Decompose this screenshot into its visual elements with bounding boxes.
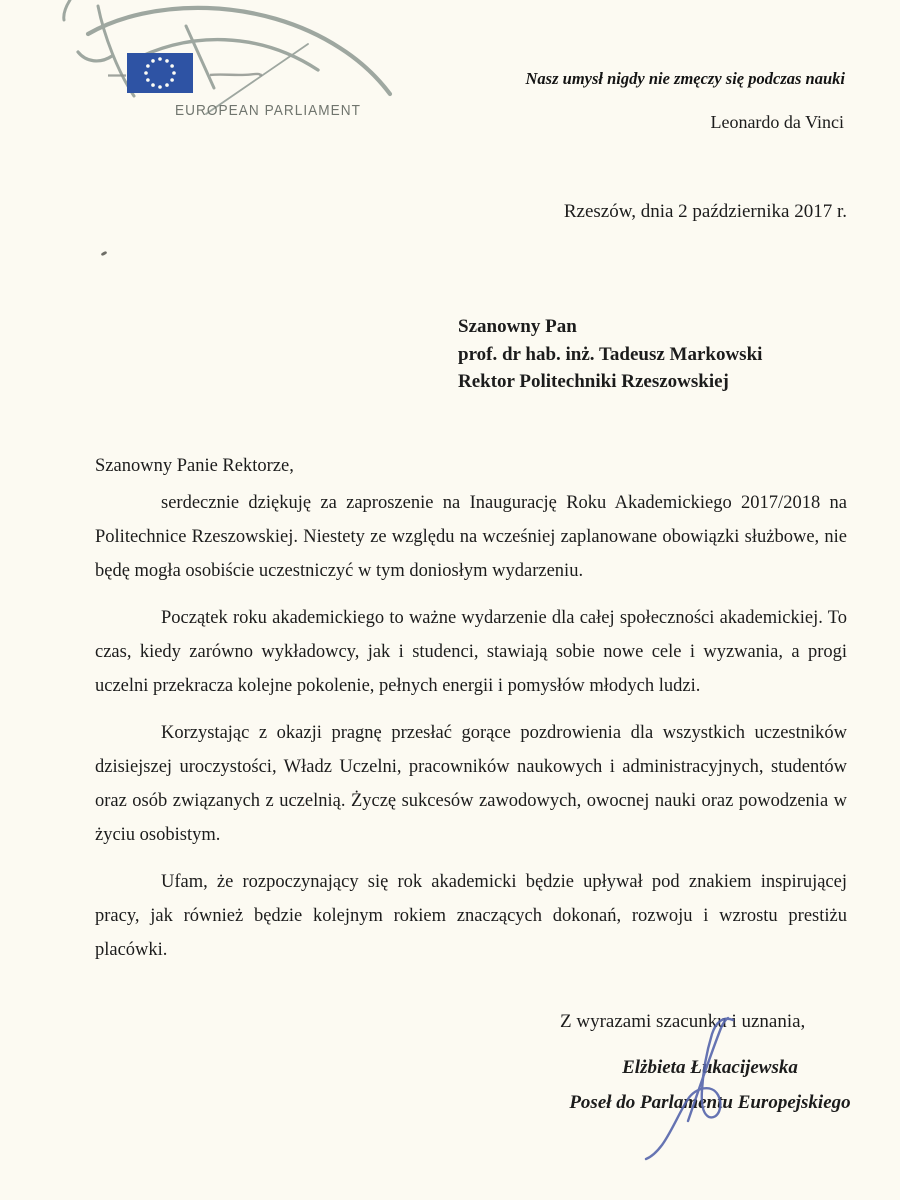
- body-paragraph: serdecznie dziękuję za zaproszenie na Inaugurację Roku Akademickiego 2017/2018 na Politechnice Rzeszowskiej. Niestety ze względu na wcześniej zaplanowane obowiązki służbowe, nie będę mogła osobiście uczestniczyć w tym doniosłym wydarzeniu.: [95, 493, 847, 581]
- recipient-block: [458, 313, 762, 396]
- body-paragraph: Korzystając z okazji pragnę przesłać gorące pozdrowienia dla wszystkich uczestników dzisiejszej uroczystości, Władz Uczelni, pracowników naukowych i administracyjnych, studentów oraz osób związanych z uczelnią. Życzę sukcesów zawodowych, owocnej nauki oraz powodzenia w życiu osobistym.: [95, 723, 847, 845]
- eu-flag-icon: [108, 53, 262, 93]
- european-parliament-logo: [55, 0, 395, 135]
- signer-name: Elżbieta Łukacijewska: [622, 1057, 798, 1078]
- recipient-title: Rektor Politechniki Rzeszowskiej: [458, 371, 729, 392]
- dateline: Rzeszów, dnia 2 października 2017 r.: [563, 201, 847, 222]
- signature-block: [520, 1056, 900, 1115]
- scan-speck: [101, 251, 108, 256]
- motto-attribution: Leonardo da Vinci: [710, 112, 844, 132]
- letter-body: [95, 449, 847, 980]
- recipient-salutation: Szanowny Pan: [458, 316, 577, 337]
- body-paragraph: Początek roku akademickiego to ważne wydarzenie dla całej społeczności akademickiej. To czas, kiedy zarówno wykładowcy, jak i studenci, stawiają sobie nowe cele i wyzwania, a progi uczelni przekracza kolejne pokolenie, pełnych energii i pomysłów młodych ludzi.: [95, 608, 847, 696]
- body-salutation: Szanowny Panie Rektorze,: [95, 456, 294, 476]
- valediction: Z wyrazami szacunku i uznania,: [560, 1011, 806, 1032]
- logo-caption: EUROPEAN PARLIAMENT: [175, 103, 362, 119]
- signer-title: Poseł do Parlamentu Europejskiego: [569, 1092, 851, 1113]
- recipient-name: prof. dr hab. inż. Tadeusz Markowski: [458, 343, 763, 365]
- body-paragraph: Ufam, że rozpoczynający się rok akademicki będzie upływał pod znakiem inspirującej pracy, jak również będzie kolejnym rokiem znaczących dokonań, rozwoju i wzrostu prestiżu placówki.: [95, 872, 847, 960]
- letter-motto: Nasz umysł nigdy nie zmęczy się podczas nauki: [525, 69, 845, 88]
